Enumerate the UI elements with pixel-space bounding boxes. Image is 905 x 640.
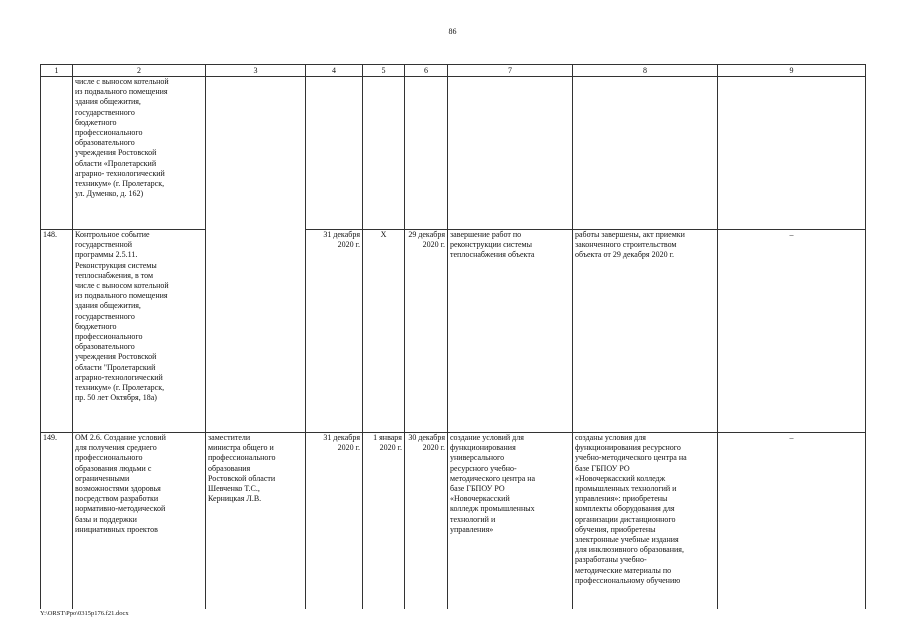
plan-start-date: 31 декабря 2020 г.: [306, 230, 363, 433]
row-number: 148.: [41, 230, 73, 433]
responsible: заместители министра общего и профессионального образования Ростовской области Шевченко Т.С., Керницкая Л.В.: [206, 433, 306, 609]
page-number: 86: [448, 27, 457, 36]
footer-file-path: Y:\ORST\Ppo\0315p176.f21.docx: [40, 610, 129, 617]
col-header-5: 5: [363, 65, 405, 77]
row-number: 149.: [41, 433, 73, 609]
report-table: [40, 64, 866, 609]
expected-result: завершение работ по реконструкции системы теплоснабжения объекта: [448, 230, 573, 433]
col-header-3: 3: [206, 65, 306, 77]
plan-end-date: 29 декабря 2020 г.: [405, 230, 448, 433]
table-row-149: [41, 433, 866, 609]
expected-result: [448, 77, 573, 230]
plan-end-date: [405, 77, 448, 230]
achieved-result: [573, 77, 718, 230]
problems: –: [718, 230, 866, 433]
table-row-continuation: [41, 77, 866, 230]
col-header-2: 2: [73, 65, 206, 77]
problems: –: [718, 433, 866, 609]
fact-start-date: X: [363, 230, 405, 433]
achieved-result: созданы условия для функционирования ресурсного учебно-методического центра на базе ГБПОУ РО «Новочеркасский колледж промышленных технологий и управления»: приобретены комплекты оборудования для организации дистанционного обучения, приобретены электронные учебные издания для инклюзивного образования, разработаны учебно- методические материалы по профессиональному обучению: [573, 433, 718, 609]
fact-start-date: [363, 77, 405, 230]
achieved-result: работы завершены, акт приемки законченного строительством объекта от 29 декабря 2020 г.: [573, 230, 718, 433]
event-name: числе с выносом котельной из подвального помещения здания общежития, государственного бюджетного профессионального образовательного учреждения Ростовской области «Пролетарский аграрно- технологический техникум» (г. Пролетарск, ул. Думенко, д. 162): [73, 77, 206, 230]
table-row-148: [41, 230, 866, 433]
col-header-1: 1: [41, 65, 73, 77]
fact-start-date: 1 января 2020 г.: [363, 433, 405, 609]
row-number: [41, 77, 73, 230]
column-number-row: [41, 65, 866, 77]
event-name: Контрольное событие государственной программы 2.5.11. Реконструкция системы теплоснабжения, в том числе с выносом котельной из подвального помещения здания общежития, государственного бюджетного профессионального образовательного учреждения Ростовской области "Пролетарский аграрно-технологический техникум» (г. Пролетарск, пр. 50 лет Октября, 18а): [73, 230, 206, 433]
col-header-8: 8: [573, 65, 718, 77]
col-header-7: 7: [448, 65, 573, 77]
plan-end-date: 30 декабря 2020 г.: [405, 433, 448, 609]
expected-result: создание условий для функционирования универсального ресурсного учебно- методического центра на базе ГБПОУ РО «Новочеркасский колледж промышленных технологий и управления»: [448, 433, 573, 609]
plan-start-date: 31 декабря 2020 г.: [306, 433, 363, 609]
responsible: [206, 77, 306, 230]
responsible: [206, 230, 306, 433]
event-name: ОМ 2.6. Создание условий для получения среднего профессионального образования людьми с ограниченными возможностями здоровья посредством разработки нормативно-методической базы и поддержки инициативных проектов: [73, 433, 206, 609]
col-header-4: 4: [306, 65, 363, 77]
plan-start-date: [306, 77, 363, 230]
col-header-6: 6: [405, 65, 448, 77]
col-header-9: 9: [718, 65, 866, 77]
problems: [718, 77, 866, 230]
